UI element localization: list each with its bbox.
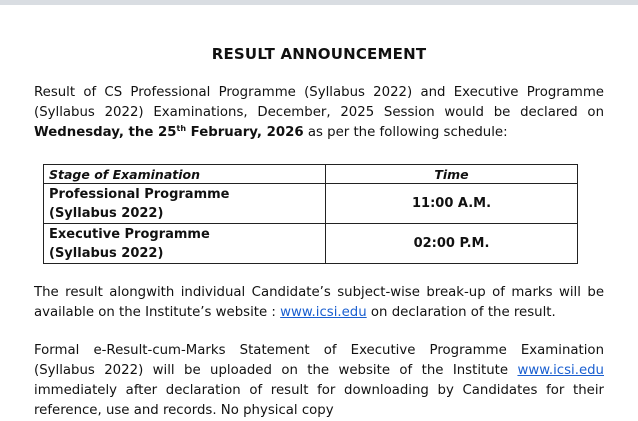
stage-name: Professional Programme <box>49 186 230 202</box>
icsi-website-link[interactable]: www.icsi.edu <box>517 363 604 378</box>
stage-name: Executive Programme <box>49 226 210 242</box>
schedule-table <box>43 164 578 264</box>
table-row <box>44 184 578 224</box>
result-availability-paragraph <box>34 283 604 323</box>
header-stage: Stage of Examination <box>44 165 326 184</box>
intro-paragraph <box>34 83 604 143</box>
declaration-date-part-b: February, 2026 <box>186 125 304 140</box>
result-text-after: on declaration of the result. <box>366 305 556 320</box>
icsi-website-link[interactable]: www.icsi.edu <box>280 305 367 320</box>
marks-text-after: immediately after declaration of result for downloading by Candidates for their reference, use and records. No physical copy <box>34 383 604 418</box>
time-cell: 11:00 A.M. <box>326 184 578 224</box>
date-ordinal-suffix: th <box>176 124 187 133</box>
intro-text-before: Result of CS Professional Programme (Syllabus 2022) and Executive Programme (Syllabus 2022) Examinations, December, 2025 Session would be declared on <box>34 85 604 120</box>
header-time: Time <box>326 165 578 184</box>
marks-statement-paragraph <box>34 341 604 421</box>
stage-syllabus: (Syllabus 2022) <box>49 205 164 221</box>
page-title: RESULT ANNOUNCEMENT <box>211 45 427 63</box>
time-cell: 02:00 P.M. <box>326 224 578 264</box>
marks-text-before: Formal e-Result-cum-Marks Statement of Executive Programme Examination (Syllabus 2022) will be uploaded on the website of the Institute <box>34 343 604 378</box>
declaration-date-part-a: Wednesday, the 25 <box>34 125 177 140</box>
stage-syllabus: (Syllabus 2022) <box>49 245 164 261</box>
top-bar <box>0 0 638 5</box>
stage-cell <box>44 224 326 264</box>
table-row <box>44 224 578 264</box>
result-text-before: The result alongwith individual Candidate’s subject-wise break-up of marks will be available on the Institute’s website : <box>34 285 604 320</box>
stage-cell <box>44 184 326 224</box>
schedule-header-row <box>44 165 578 184</box>
intro-text-after: as per the following schedule: <box>303 125 508 140</box>
declaration-date <box>34 125 304 140</box>
